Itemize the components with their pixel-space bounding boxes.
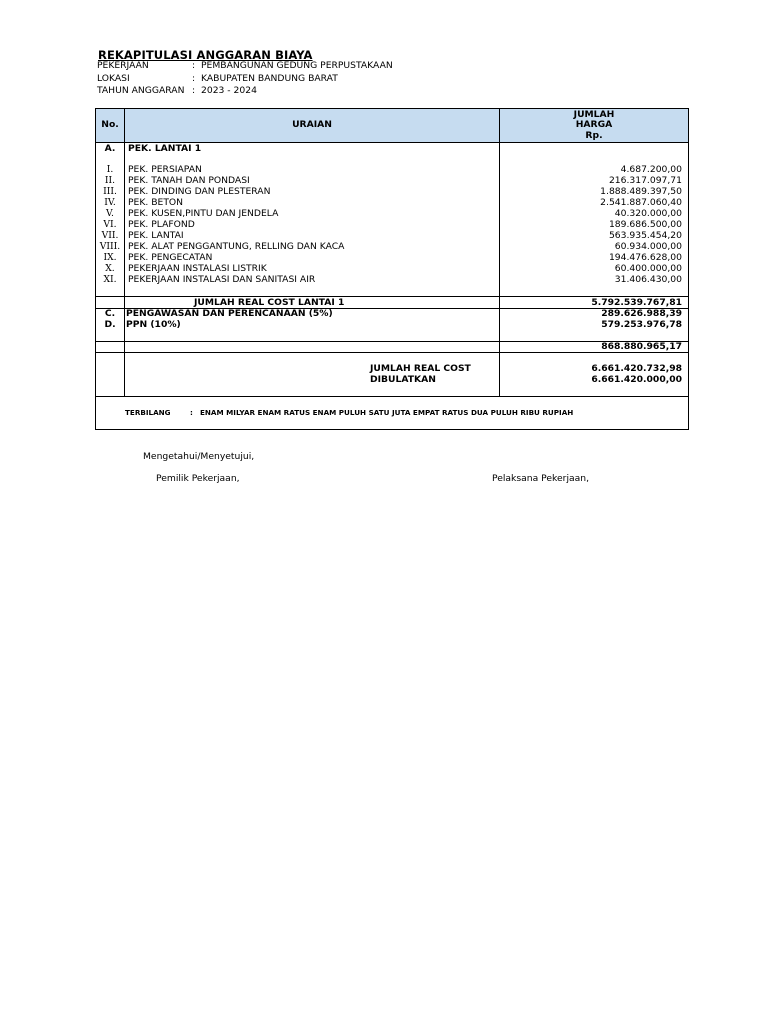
item-number: V.: [106, 208, 114, 219]
section-c-label: PENGAWASAN DAN PERENCANAAN (5%): [126, 308, 333, 319]
terbilang-value: ENAM MILYAR ENAM RATUS ENAM PULUH SATU JUTA EMPAT RATUS DUA PULUH RIBU RUPIAH: [200, 408, 574, 417]
grand-total-label: JUMLAH REAL COST: [370, 363, 471, 374]
item-number: VI.: [103, 219, 117, 230]
row-divider: [96, 341, 688, 342]
item-number: X.: [105, 263, 115, 274]
item-amount: 1.888.489.397,50: [600, 186, 682, 197]
item-amount: 60.400.000,00: [614, 263, 682, 274]
meta-label: PEKERJAAN: [97, 60, 149, 71]
header-uraian: URAIAN: [292, 119, 332, 130]
row-divider: [96, 396, 688, 397]
rounded-label: DIBULATKAN: [370, 374, 436, 385]
item-label: PEKERJAAN INSTALASI LISTRIK: [128, 263, 267, 274]
item-amount: 60.934.000,00: [614, 241, 682, 252]
meta-separator: :: [192, 60, 196, 71]
item-number: IV.: [104, 197, 116, 208]
item-number: VIII.: [99, 241, 121, 252]
section-c-amount: 289.626.988,39: [601, 308, 682, 319]
section-d-label: PPN (10%): [126, 319, 181, 330]
terbilang-separator: :: [190, 408, 193, 417]
cd-total-amount: 868.880.965,17: [601, 341, 682, 352]
meta-label: TAHUN ANGGARAN: [97, 85, 185, 96]
meta-value: PEMBANGUNAN GEDUNG PERPUSTAKAAN: [201, 60, 393, 71]
item-amount: 189.686.500,00: [608, 219, 682, 230]
item-label: PEK. BETON: [128, 197, 184, 208]
item-label: PEK. LANTAI: [128, 230, 184, 241]
header-no: No.: [101, 119, 119, 130]
item-amount: 31.406.430,00: [614, 274, 682, 285]
item-label: PEK. PLAFOND: [128, 219, 195, 230]
item-number: I.: [106, 164, 114, 175]
subtotal-amount: 5.792.539.767,81: [591, 297, 682, 308]
approval-text: Mengetahui/Menyetujui,: [143, 451, 255, 462]
meta-separator: :: [192, 73, 196, 84]
meta-value: KABUPATEN BANDUNG BARAT: [201, 73, 338, 84]
item-label: PEK. PENGECATAN: [128, 252, 213, 263]
header-jumlah: JUMLAH: [573, 109, 615, 120]
section-d-number: D.: [104, 319, 116, 330]
item-amount: 40.320.000,00: [614, 208, 682, 219]
subtotal-label: JUMLAH REAL COST LANTAI 1: [194, 297, 345, 308]
item-label: PEKERJAAN INSTALASI DAN SANITASI AIR: [128, 274, 316, 285]
item-label: PEK. KUSEN,PINTU DAN JENDELA: [128, 208, 279, 219]
item-number: IX.: [103, 252, 117, 263]
meta-value: 2023 - 2024: [201, 85, 257, 96]
item-number: XI.: [103, 274, 117, 285]
item-amount: 4.687.200,00: [620, 164, 682, 175]
item-number: III.: [103, 186, 117, 197]
section-a-number: A.: [104, 143, 116, 154]
terbilang-label: TERBILANG: [125, 408, 171, 417]
item-label: PEK. ALAT PENGGANTUNG, RELLING DAN KACA: [128, 241, 345, 252]
section-d-amount: 579.253.976,78: [601, 319, 682, 330]
header-rp: Rp.: [585, 130, 603, 141]
contractor-signature-label: Pelaksana Pekerjaan,: [492, 473, 590, 484]
section-a-label: PEK. LANTAI 1: [128, 143, 202, 154]
item-amount: 216.317.097,71: [608, 175, 682, 186]
rounded-amount: 6.661.420.000,00: [591, 374, 682, 385]
document-title: REKAPITULASI ANGGARAN BIAYA: [98, 48, 313, 62]
item-amount: 194.476.628,00: [608, 252, 682, 263]
item-label: PEK. TANAH DAN PONDASI: [128, 175, 250, 186]
item-label: PEK. PERSIAPAN: [128, 164, 202, 175]
grand-total-amount: 6.661.420.732,98: [591, 363, 682, 374]
meta-label: LOKASI: [97, 73, 130, 84]
owner-signature-label: Pemilik Pekerjaan,: [156, 473, 240, 484]
item-label: PEK. DINDING DAN PLESTERAN: [128, 186, 271, 197]
meta-separator: :: [192, 85, 196, 96]
item-number: VII.: [101, 230, 119, 241]
item-number: II.: [104, 175, 116, 186]
item-amount: 2.541.887.060,40: [600, 197, 682, 208]
row-divider: [96, 352, 688, 353]
section-c-number: C.: [104, 308, 116, 319]
header-harga: HARGA: [575, 119, 613, 130]
budget-table: [95, 108, 689, 430]
item-amount: 563.935.454,20: [608, 230, 682, 241]
